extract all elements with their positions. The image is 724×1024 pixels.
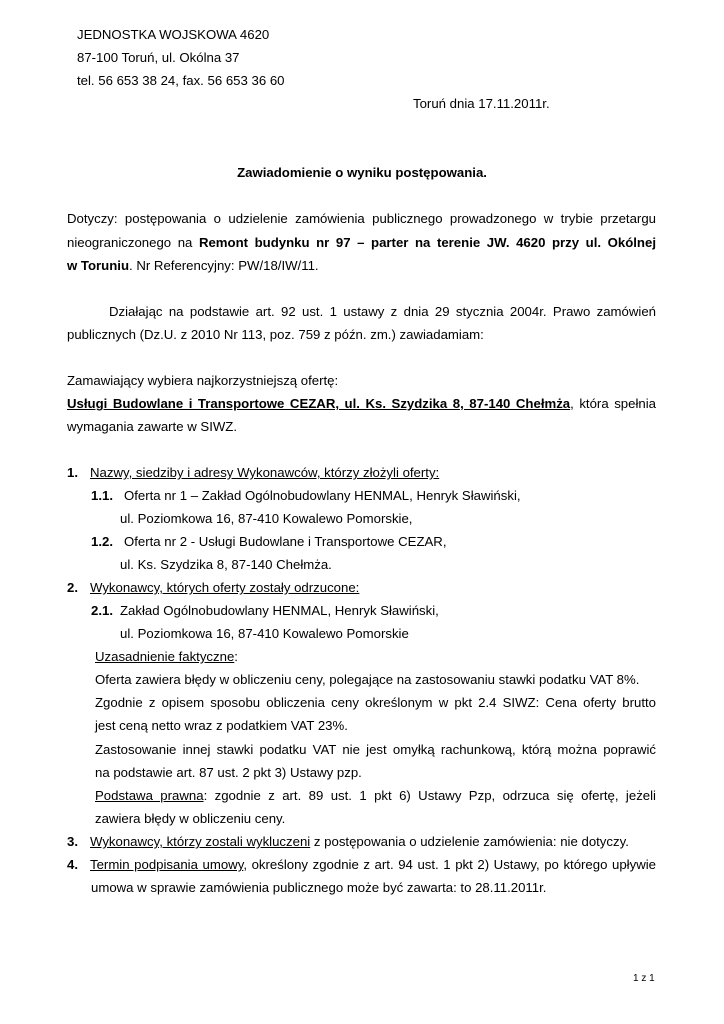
section-number: 4. xyxy=(67,857,78,872)
section-4-line-2: umowa w sprawie zamówienia publicznego może być zawarta: to 28.11.2011r. xyxy=(91,880,547,895)
offer-1: 1.1. Oferta nr 1 – Zakład Ogólnobudowlany HENMAL, Henryk Sławiński, xyxy=(91,488,521,503)
offer-number: 2.1. xyxy=(91,603,113,618)
legal-basis-line-2: zawiera błędy w obliczeniu ceny. xyxy=(95,811,286,826)
subject-line-3: w Toruniu. Nr Referencyjny: PW/18/IW/11. xyxy=(67,258,319,273)
factual-line-4: Zastosowanie innej stawki podatku VAT nie jest omyłką rachunkową, którą można poprawić xyxy=(95,742,656,757)
contract-name: Remont budynku nr 97 – parter na terenie JW. 4620 przy ul. Okólnej xyxy=(198,235,656,250)
offer-2: 1.2. Oferta nr 2 - Usługi Budowlane i Transportowe CEZAR, xyxy=(91,534,447,549)
section-4: 4. Termin podpisania umowy, określony zgodnie z art. 94 ust. 1 pkt 2) Ustawy, po którego upływie xyxy=(67,857,656,872)
legal-basis-label: Podstawa prawna xyxy=(95,788,204,803)
page-title: Zawiadomienie o wyniku postępowania. xyxy=(237,165,487,180)
offer-number: 1.1. xyxy=(91,488,113,503)
place-date: Toruń dnia 17.11.2011r. xyxy=(413,96,550,111)
header-address: 87-100 Toruń, ul. Okólna 37 xyxy=(77,50,240,65)
winner-name: Usługi Budowlane i Transportowe CEZAR, ul. Ks. Szydzika 8, 87-140 Chełmża xyxy=(67,396,571,411)
section-number: 2. xyxy=(67,580,78,595)
section-1-heading: 1. Nazwy, siedziby i adresy Wykonawców, którzy złożyli oferty: xyxy=(67,465,440,480)
rejected-offer-address: ul. Poziomkowa 16, 87-410 Kowalewo Pomorskie xyxy=(120,626,409,641)
subject-line-1: Dotyczy: postępowania o udzielenie zamówienia publicznego prowadzonego w trybie przetargu xyxy=(67,211,656,226)
selection-winner-line: Usługi Budowlane i Transportowe CEZAR, ul. Ks. Szydzika 8, 87-140 Chełmża, która spełnia xyxy=(67,396,656,411)
subject-line-2: nieograniczonego na Remont budynku nr 97 – parter na terenie JW. 4620 przy ul. Okólnej xyxy=(67,235,656,250)
offer-number: 1.2. xyxy=(91,534,113,549)
factual-line-1: Oferta zawiera błędy w obliczeniu ceny, polegające na zastosowaniu stawki podatku VAT 8%. xyxy=(95,672,640,687)
legal-basis-line-1: Podstawa prawna: zgodnie z art. 89 ust. 1 pkt 6) Ustawy Pzp, odrzuca się ofertę, jeżeli xyxy=(95,788,656,803)
section-3: 3. Wykonawcy, którzy zostali wykluczeni z postępowania o udzielenie zamówienia: nie dotyczy. xyxy=(67,834,629,849)
section-number: 3. xyxy=(67,834,78,849)
factual-line-3: jest ceną netto wraz z podatkiem VAT 23%. xyxy=(95,718,348,733)
factual-justification-label: Uzasadnienie faktyczne: xyxy=(95,649,238,664)
factual-line-2: Zgodnie z opisem sposobu obliczenia ceny określonym w pkt 2.4 SIWZ: Cena oferty brutto xyxy=(95,695,656,710)
section-number: 1. xyxy=(67,465,78,480)
selection-line-3: wymagania zawarte w SIWZ. xyxy=(67,419,238,434)
basis-line-2: publicznych (Dz.U. z 2010 Nr 113, poz. 759 z późn. zm.) zawiadamiam: xyxy=(67,327,484,342)
rejected-offer: 2.1. Zakład Ogólnobudowlany HENMAL, Henryk Sławiński, xyxy=(91,603,439,618)
offer-2-address: ul. Ks. Szydzika 8, 87-140 Chełmża. xyxy=(120,557,332,572)
offer-1-address: ul. Poziomkowa 16, 87-410 Kowalewo Pomorskie, xyxy=(120,511,413,526)
factual-line-5: na podstawie art. 87 ust. 2 pkt 3) Ustawy pzp. xyxy=(95,765,362,780)
page-number: 1 z 1 xyxy=(633,973,655,984)
header-contact: tel. 56 653 38 24, fax. 56 653 36 60 xyxy=(77,73,285,88)
selection-intro: Zamawiający wybiera najkorzystniejszą ofertę: xyxy=(67,373,339,388)
basis-line-1: Działając na podstawie art. 92 ust. 1 ustawy z dnia 29 stycznia 2004r. Prawo zamówień xyxy=(109,304,656,319)
section-2-heading: 2. Wykonawcy, których oferty zostały odrzucone: xyxy=(67,580,360,595)
header-unit: JEDNOSTKA WOJSKOWA 4620 xyxy=(77,27,270,42)
